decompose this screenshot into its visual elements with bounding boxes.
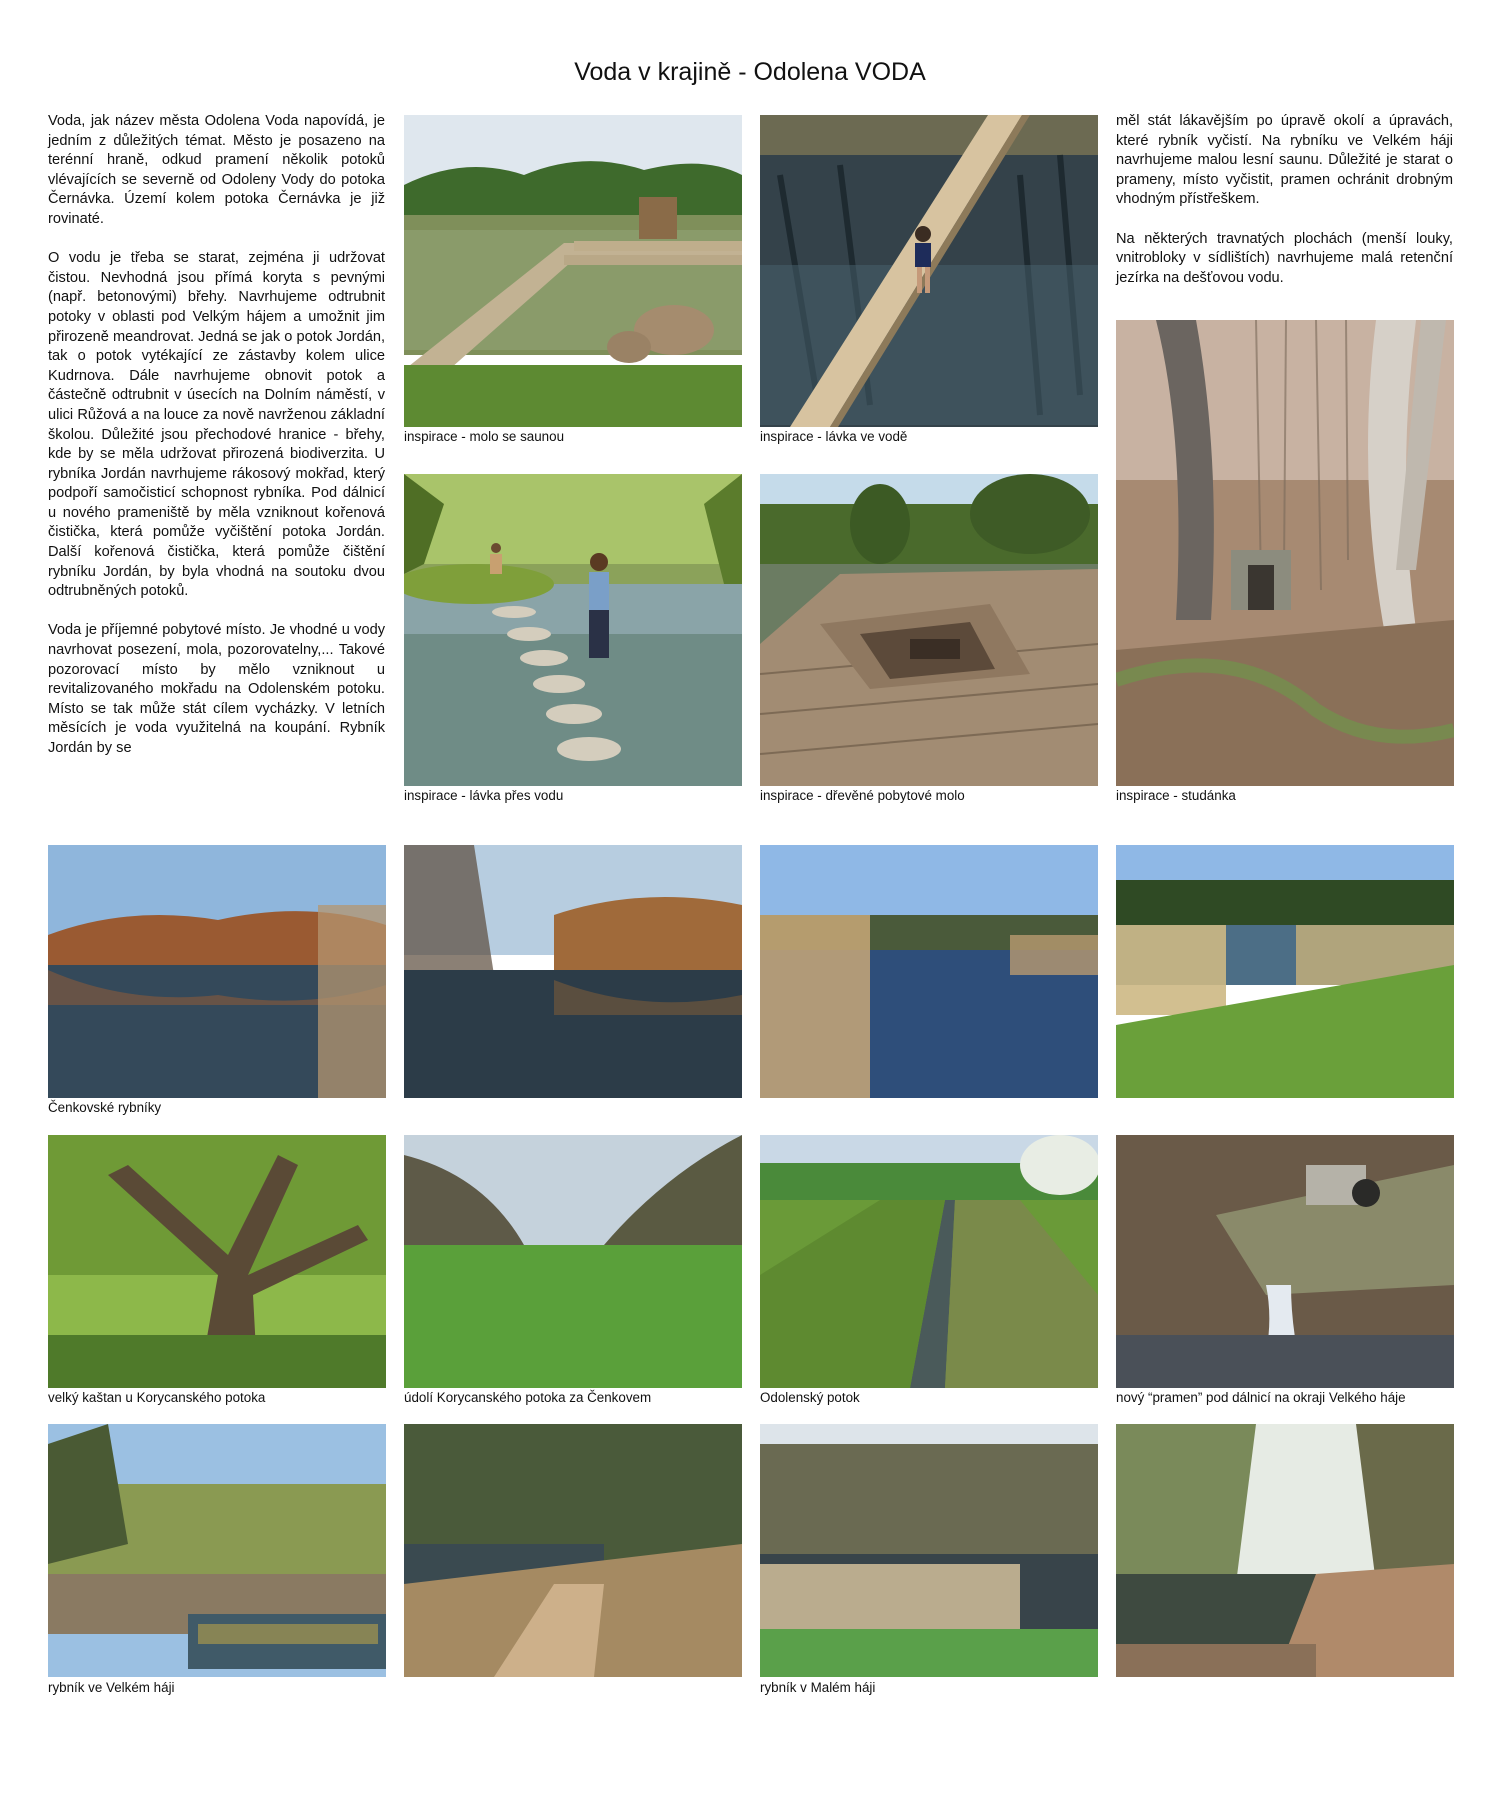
intro-text — [48, 112, 385, 778]
photo-cenkovske-1 — [48, 845, 386, 1098]
text-paragraph-1: Voda, jak název města Odolena Voda napovídá, je jedním z důležitých témat. Město je posazeno na terénní hraně, odkud pramení několik potoků vlévajících se severně od Odoleny Vody do potoka Černávka. Území kolem potoka Černávka je již rovinaté. — [48, 113, 385, 227]
text-paragraph-5: Na některých travnatých plochách (menší louky, vnitrobloky v sídlištích) navrhujeme malá retenční jezírka na dešťovou vodu. — [1116, 230, 1453, 286]
caption-lavka-pres-vodu: inspirace - lávka přes vodu — [404, 788, 564, 803]
photo-drevene-molo — [760, 474, 1098, 786]
photo-studanka — [1116, 320, 1454, 786]
photo-velky-haj-1 — [48, 1424, 386, 1677]
photo-novy-pramen — [1116, 1135, 1454, 1388]
caption-molo: inspirace - molo se saunou — [404, 429, 565, 444]
caption-udoli: údolí Korycanského potoka za Čenkovem — [404, 1390, 652, 1405]
photo-udoli — [404, 1135, 742, 1388]
caption-drevene-molo: inspirace - dřevěné pobytové molo — [760, 788, 965, 803]
continued-text — [1116, 112, 1453, 308]
caption-kastan: velký kaštan u Korycanského potoka — [48, 1390, 266, 1405]
caption-maly-haj: rybník v Malém háji — [760, 1680, 876, 1695]
caption-cenkovske: Čenkovské rybníky — [48, 1100, 162, 1115]
photo-velky-kastan — [48, 1135, 386, 1388]
photo-odolensky-potok — [760, 1135, 1098, 1388]
caption-odolensky: Odolenský potok — [760, 1390, 860, 1405]
photo-lavka-pres-vodu — [404, 474, 742, 786]
photo-molo-se-saunou — [404, 115, 742, 427]
caption-pramen: nový “pramen” pod dálnicí na okraji Velkého háje — [1116, 1390, 1406, 1405]
photo-maly-haj-1 — [760, 1424, 1098, 1677]
photo-cenkovske-4 — [1116, 845, 1454, 1098]
caption-studanka: inspirace - studánka — [1116, 788, 1236, 803]
caption-velky-haj: rybník ve Velkém háji — [48, 1680, 175, 1695]
photo-cenkovske-3 — [760, 845, 1098, 1098]
caption-lavka-ve-vode: inspirace - lávka ve vodě — [760, 429, 908, 444]
photo-cenkovske-2 — [404, 845, 742, 1098]
page-title: Voda v krajině - Odolena VODA — [574, 58, 926, 86]
text-paragraph-2: O vodu je třeba se starat, zejména ji udržovat čistou. Nevhodná jsou přímá koryta s pevnými (např. betonovými) břehy. Navrhujeme odtrubnit potoky v oblasti pod Velkým hájem a umožnit jim přirozeně meandrovat. Jedná se jak o potok Jordán, tak o potok vytékající ze zástavby kolem ulice Kudrnova. Dále navrhujeme obnovit potok a částečně odtrubnit v úsecích na Dolním náměstí, v ulici Růžová a na louce za nově navrženou základní školou. Důležité jsou přechodové hranice - břehy, kde by se měla udržovat přirozená biodiverzita. U rybníka Jordán navrhujeme rákosový mokřad, který podpoří samočisticí schopnost rybníka. Pod dálnicí u nového prameniště by měla vzniknout kořenová čistička, která pomůže vyčištění potoka Jordán. Další kořenová čistička, která pomůže čištění rybníku Jordán, by byla vhodná na soutoku dvou odtrubněných potoků. — [48, 250, 385, 600]
text-paragraph-3: Voda je příjemné pobytové místo. Je vhodné u vody navrhovat posezení, mola, pozorovatelny,... Takové pozorovací místo by mělo vzniknout u revitalizovaného mokřadu na Odolenském potoku. Místo se tak může stát cílem vycházky. V letních měsících je voda využitelná na koupání. Rybník Jordán by se — [48, 622, 385, 756]
text-paragraph-4: měl stát lákavějším po úpravě okolí a úpravách, které rybník vyčistí. Na rybníku ve Velkém háji navrhujeme malou lesní saunu. Důležité je starat o prameny, místo vyčistit, pramen ochránit drobným vhodným přístřeškem. — [1116, 113, 1453, 208]
photo-lavka-ve-vode — [760, 115, 1098, 427]
photo-velky-haj-2 — [404, 1424, 742, 1677]
photo-maly-haj-2 — [1116, 1424, 1454, 1677]
